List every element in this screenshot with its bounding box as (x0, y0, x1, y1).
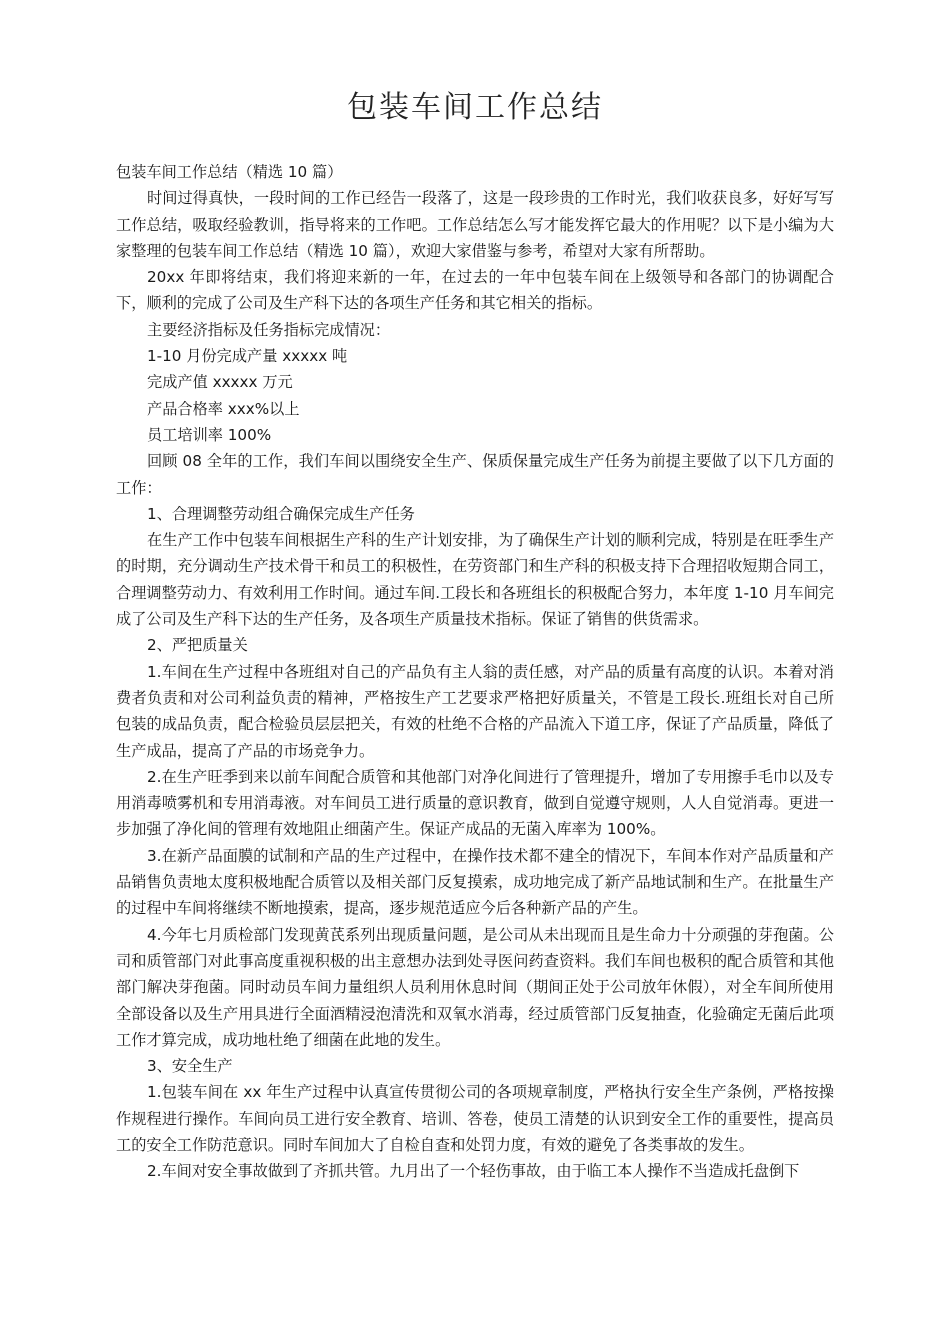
body-paragraph: 主要经济指标及任务指标完成情况： (147, 320, 390, 339)
body-paragraph: 3、安全生产 (147, 1057, 233, 1076)
page-title: 包装车间工作总结 (347, 90, 603, 125)
body-paragraph: 20xx 年即将结束，我们将迎来新的一年，在过去的一年中包装车间在上级领导和各部门的协调配合下，顺利的完成了公司及生产科下达的各项生产任务和其它相关的指标。 (116, 268, 834, 313)
body-paragraph: 2.车间对安全事故做到了齐抓共管。九月出了一个轻伤事故，由于临工本人操作不当造成托盘倒下 (147, 1162, 800, 1181)
body-paragraph: 3.在新产品面膜的试制和产品的生产过程中，在操作技术都不建全的情况下，车间本作对产品质量和产品销售负责地太度积极地配合质管以及相关部门反复摸索，成功地完成了新产品地试制和生产。在批量生产的过程中车间将继续不断地摸索，提高，逐步规范适应今后各种新产品的产生。 (116, 846, 834, 918)
body-paragraph: 4.今年七月质检部门发现黄芪系列出现质量问题，是公司从未出现而且是生命力十分顽强的芽孢菌。公司和质管部门对此事高度重视积极的出主意想办法到处寻医问药查资料。我们车间也极积的配合质管和其他部门解决芽孢菌。同时动员车间力量组织人员利用休息时间（期间正处于公司放年休假），对全车间所使用全部设备以及生产用具进行全面酒精浸泡清洗和双氧水消毒，经过质管部门反复抽查，化验确定无菌后此项工作才算完成，成功地杜绝了细菌在此地的发生。 (116, 925, 834, 1049)
body-paragraph: 1-10 月份完成产量 xxxxx 吨 (147, 347, 348, 366)
body-paragraph: 完成产值 xxxxx 万元 (147, 373, 293, 392)
body-paragraph: 2.在生产旺季到来以前车间配合质管和其他部门对净化间进行了管理提升，增加了专用擦手毛巾以及专用消毒喷雾机和专用消毒液。对车间员工进行质量的意识教育，做到自觉遵守规则，人人自觉消毒。更进一步加强了净化间的管理有效地阻止细菌产生。保证产成品的无菌入库率为 100%。 (116, 767, 834, 839)
body-paragraph: 时间过得真快，一段时间的工作已经告一段落了，这是一段珍贵的工作时光，我们收获良多，好好写写工作总结，吸取经验教训，指导将来的工作吧。工作总结怎么写才能发挥它最大的作用呢？以下是小编为大家整理的包装车间工作总结（精选 10 篇），欢迎大家借鉴与参考，希望对大家有所帮助。 (116, 189, 834, 260)
body-paragraph: 员工培训率 100% (147, 425, 272, 444)
body-paragraph: 1、合理调整劳动组合确保完成生产任务 (147, 504, 415, 523)
document-subtitle: 包装车间工作总结（精选 10 篇） (116, 163, 343, 181)
document-body (116, 159, 834, 1185)
body-paragraph: 1.包装车间在 xx 年生产过程中认真宣传贯彻公司的各项规章制度，严格执行安全生产条例，严格按操作规程进行操作。车间向员工进行安全教育、培训、答卷，使员工清楚的认识到安全工作的重要性，提高员工的安全工作防范意识。同时车间加大了自检自查和处罚力度，有效的避免了各类事故的发生。 (116, 1083, 834, 1154)
body-paragraph: 产品合格率 xxx%以上 (147, 399, 300, 418)
body-paragraph: 2、严把质量关 (147, 636, 248, 655)
body-paragraph: 1.车间在生产过程中各班组对自己的产品负有主人翁的责任感，对产品的质量有高度的认识。本着对消费者负责和对公司利益负责的精神，严格按生产工艺要求严格把好质量关，不管是工段长.班组长对自己所包装的成品负责，配合检验员层层把关，有效的杜绝不合格的产品流入下道工序，保证了产品质量，降低了生产成品，提高了产品的市场竞争力。 (116, 662, 834, 760)
body-paragraph: 在生产工作中包装车间根据生产科的生产计划安排，为了确保生产计划的顺利完成，特别是在旺季生产的时期，充分调动生产技术骨干和员工的积极性，在劳资部门和生产科的积极支持下合理招收短期合同工，合理调整劳动力、有效利用工作时间。通过车间.工段长和各班组长的积极配合努力，本年度 1-10 月车间完成了公司及生产科下达的生产任务，及各项生产质量技术指标。保证了销售的供货需求。 (116, 531, 834, 629)
body-paragraph: 回顾 08 全年的工作，我们车间以围绕安全生产、保质保量完成生产任务为前提主要做了以下几方面的工作： (116, 452, 834, 497)
